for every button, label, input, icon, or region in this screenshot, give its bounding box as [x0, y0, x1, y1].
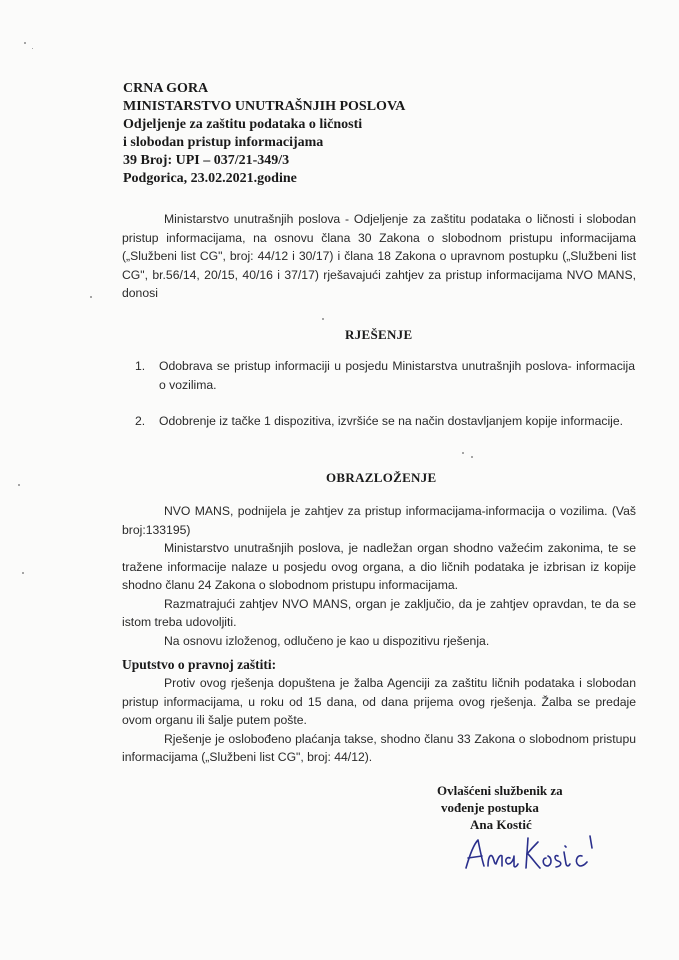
- list-item-text: Odobrava se pristup informaciji u posjedu Ministarstva unutrašnjih poslova- informacija o vozilima.: [159, 359, 635, 392]
- document-header: [123, 80, 483, 188]
- header-department-line1: Odjeljenje za zaštitu podataka o ličnosti: [123, 117, 363, 132]
- reasoning-paragraph: Ministarstvo unutrašnjih poslova, je nadležan organ shodno važećim zakonima, te se tražene informacije nalaze u posjedu ovog organa, a dio ličnih podataka je izbrisan iz kopije shodno članu 24 Zakona o slobodnom pristupu informacijama.: [122, 541, 636, 592]
- signature-block: [437, 782, 637, 833]
- header-reference: 39 Broj: UPI – 037/21-349/3: [123, 153, 290, 168]
- list-item-number: 1.: [135, 359, 146, 373]
- reasoning-section: [122, 502, 636, 650]
- signature-name: Ana Kostić: [470, 817, 532, 832]
- reasoning-paragraph: Na osnovu izloženog, odlučeno je kao u dispozitivu rješenja.: [164, 633, 490, 648]
- legal-paragraph: Protiv ovog rješenja dopuštena je žalba Agenciji za zaštitu ličnih podataka i slobodan pristup informacijama, u roku od 15 dana, od dana prijema ovog rješenja. Žalba se predaje ovom organu ili šalje putem pošte.: [122, 676, 636, 727]
- reasoning-title: OBRAZLOŽENJE: [326, 470, 437, 485]
- legal-paragraph: Rješenje je oslobođeno plaćanja takse, shodno članu 33 Zakona o slobodnom pristupu informacijama („Službeni list CG", broj: 44/12).: [122, 731, 636, 764]
- header-country: CRNA GORA: [123, 81, 209, 96]
- signature-role-line2: vođenje postupka: [441, 800, 539, 815]
- header-ministry: MINISTARSTVO UNUTRAŠNJIH POSLOVA: [123, 99, 406, 114]
- header-department-line2: i slobodan pristup informacijama: [123, 135, 324, 150]
- list-item-text: Odobrenje iz tačke 1 dispozitiva, izvršiće se na način dostavljanjem kopije informacije.: [159, 414, 624, 428]
- signature-scribble-icon: [460, 830, 600, 880]
- list-item: [135, 357, 635, 394]
- list-item-number: 2.: [135, 414, 146, 428]
- list-item: [135, 412, 635, 431]
- decision-title: RJEŠENJE: [345, 327, 413, 342]
- legal-remedy-title: Uputstvo o pravnoj zaštiti:: [122, 657, 277, 672]
- header-place-date: Podgorica, 23.02.2021.godine: [123, 171, 297, 186]
- intro-text: Ministarstvo unutrašnjih poslova - Odjeljenje za zaštitu podataka o ličnosti i slobodan pristup informacijama, na osnovu člana 30 Zakona o slobodnom pristupu informacijama („Službeni list CG", broj: 44/12 i 30/17) i člana 18 Zakona o upravnom postupku („Službeni list CG", br.56/14, 20/15, 40/16 i 37/17) rješavajući zahtjev za pristup informacijama NVO MANS, donosi: [122, 212, 636, 300]
- reasoning-paragraph: Razmatrajući zahtjev NVO MANS, organ je zaključio, da je zahtjev opravdan, te da se istom treba udovoljiti.: [122, 596, 636, 629]
- legal-remedy-section: [122, 674, 636, 767]
- signature-role-line1: Ovlašćeni službenik za: [437, 783, 563, 798]
- decision-list: [135, 357, 635, 449]
- intro-paragraph: [122, 210, 636, 303]
- handwritten-signature: [460, 830, 600, 885]
- reasoning-paragraph: NVO MANS, podnijela je zahtjev za pristup informacijama-informacija o vozilima. (Vaš broj:133195): [122, 504, 636, 537]
